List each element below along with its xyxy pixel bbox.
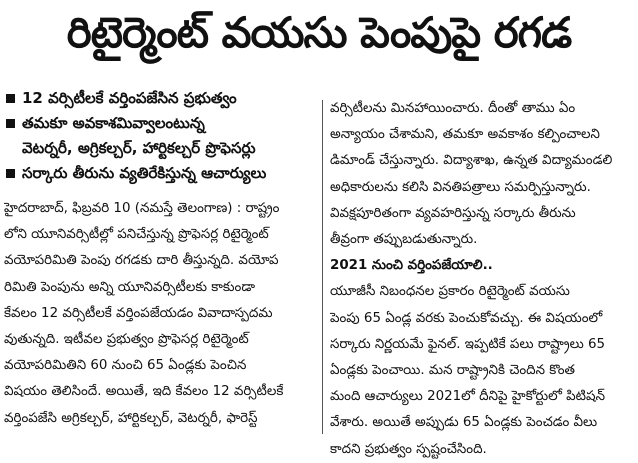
text-line: హైదరాబాద్, ఫిబ్రవరి 10 (నమస్తే తెలంగాణ) : రాష్ట్రం (4, 201, 280, 216)
text-line: డిమాండ్ చేస్తున్నారు. విద్యాశాఖ, ఉన్నత విద్యామండలి (330, 153, 613, 169)
text-line: రిమితి పెంపును అన్ని యూనివర్సిటీలకు కాకుండా (4, 279, 255, 295)
text-line: సర్కారు నిర్ణయమే ఫైనల్. ఇప్పటికే పలు రాష్ట్రాలు 65 (330, 336, 606, 352)
text-line: వయోపరిమితి పెంపు రగడకు దారి తీస్తున్నది. వయోప (4, 253, 279, 269)
bullet-line: తమకూ అవకాశమివ్వాలంటున్న (22, 114, 205, 132)
right-column (330, 96, 632, 463)
text-line: వయోపరిమితిని 60 నుంచి 65 ఏండ్లకు పెంచిన (4, 358, 247, 374)
text-line: కాదని ప్రభుత్వం స్పష్టంచేసింది. (330, 441, 487, 457)
bullet-line: సర్కారు తీరును వ్యతిరేకిస్తున్న ఆచార్యులు (22, 164, 267, 182)
square-bullet-icon (6, 119, 15, 128)
text-line: విషయం తెలిసిందే. అయితే, ఇది కేవలం 12 వర్సిటీలకే (4, 384, 284, 400)
bullet-line: వెటర్నరీ, అగ్రికల్చర్, హార్టికల్చర్ ప్రొఫెసర్లు (22, 139, 256, 157)
text-line: కేవలం 12 వర్సిటీలకే వర్తింపజేయడం వివాదాస్పదమ (4, 305, 273, 321)
right-paragraph-1 (330, 96, 632, 463)
bullet-item (4, 86, 318, 111)
text-line: అధికారులను కలిసి వినతిపత్రాలు సమర్పిస్తున్నారు. (330, 179, 591, 195)
bullet-line: 12 వర్సిటీలకే వర్తింపజేసిన ప్రభుత్వం (22, 89, 237, 107)
text-line: వేశారు. అయితే అప్పుడు 65 ఏండ్లకు పెంచడం వీలు (330, 415, 598, 431)
text-line: వివక్షపూరితంగా వ్యవహరిస్తున్న సర్కారు తీరును (330, 205, 576, 221)
text-line: యూజీసీ నిబంధనల ప్రకారం రిటైర్మెంట్ వయసు (330, 284, 570, 300)
text-line: మంది ఆచార్యులు 2021లో దీనిపై హైకోర్టులో పిటిషన్ (330, 389, 605, 405)
text-line: వర్తింపజేసి అగ్రికల్చర్, హార్టికల్చర్, వెటర్నరీ, ఫారెస్ట్ (4, 410, 258, 426)
text-line: అన్యాయం చేశామని, తమకూ అవకాశం కల్పించాలని (330, 127, 600, 143)
bullet-item (4, 161, 318, 186)
headline: రిటైర్మెంట్ వయసు పెంపుపై రగడ (66, 8, 572, 57)
left-column (4, 86, 318, 432)
square-bullet-icon (6, 169, 15, 178)
column-divider (322, 100, 323, 434)
text-line: వుతున్నది. ఇటీవల ప్రభుత్వం ప్రొఫెసర్ల రిటైర్మెంట్ (4, 332, 249, 348)
left-body-paragraph (4, 196, 318, 432)
bullet-item (4, 111, 318, 161)
section-subheading: 2021 నుంచి వర్తింపజేయాలి.. (330, 258, 493, 274)
text-line: పెంపు 65 ఏండ్ల వరకు పెంచుకోవచ్చు. ఈ విషయంలో (330, 310, 603, 326)
square-bullet-icon (6, 94, 15, 103)
text-line: వర్సిటీలను మినహాయించారు. దీంతో తాము ఏం (330, 101, 576, 116)
text-line: లోని యూనివర్సిటీల్లో పనిచేస్తున్న ప్రొఫెసర్ల రిటైర్మెంట్ (4, 227, 269, 243)
text-line: ఏండ్లకు పెంచాయి. మన రాష్ట్రానికి చెందిన కొంత (330, 363, 575, 379)
text-line: తీవ్రంగా తప్పుబడుతున్నారు. (330, 232, 478, 248)
highlight-bullets (4, 86, 318, 186)
